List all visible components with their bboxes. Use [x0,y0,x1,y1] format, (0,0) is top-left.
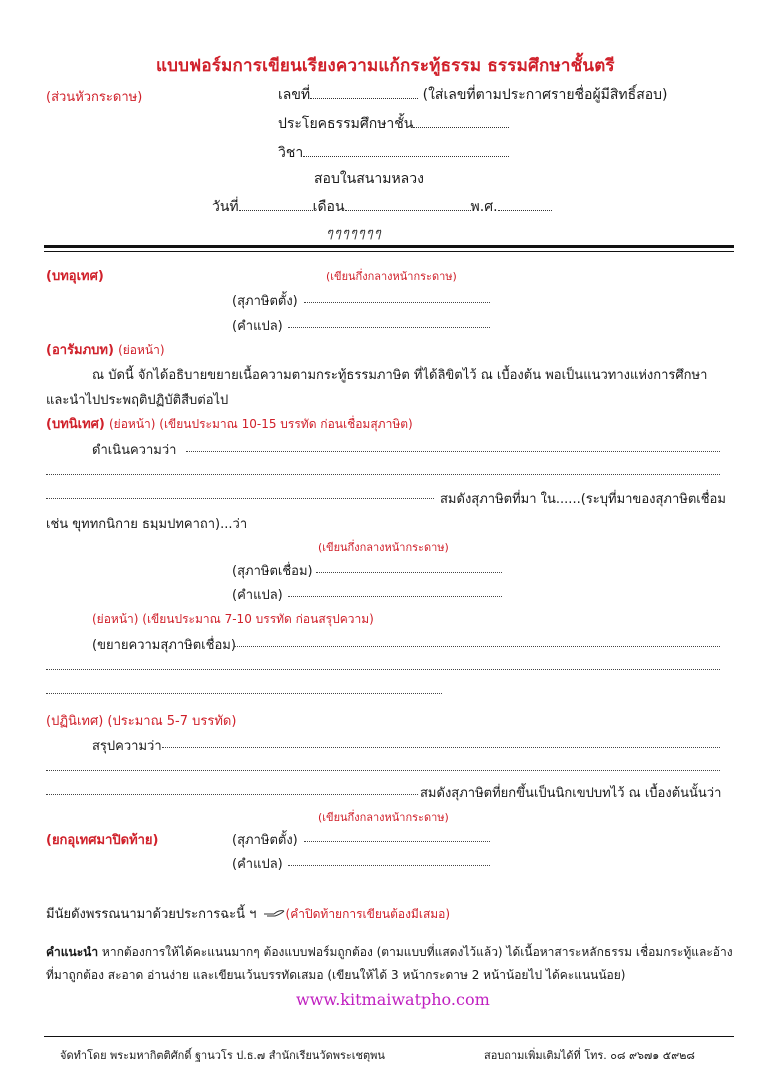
number-row [278,84,668,106]
as-proverb-text: สมดังสุภาษิตที่มา ใน......(ระบุที่มาของสุภาษิตเชื่อม [440,492,726,507]
closing-row [46,903,450,924]
body-note: (ย่อหน้า) (เขียนประมาณ 10-15 บรรทัด ก่อนเชื่อมสุภาษิต) [109,417,413,431]
closing-heading: (ยกอุเทศมาปิดท้าย) [46,833,159,848]
header-rule-thin [44,251,734,252]
footer-contact: สอบถามเพิ่มเติมได้ที่ โทร. ๐๘ ๙๖๗๑ ๕๙๒๘ [484,1049,695,1062]
footer-rule [44,1036,734,1037]
date-field[interactable] [239,198,313,211]
opening-text-2: และนำไปประพฤติปฏิบัติสืบต่อไป [46,393,229,408]
conclusion-tail: สมดังสุภาษิตที่ยกขึ้นเป็นนิกเขปบทไว้ ณ เบื้องต้นนั้นว่า [420,786,722,801]
proverb-line[interactable] [304,302,490,303]
center-note-2: (เขียนกึ่งกลางหน้ากระดาษ) [318,541,449,554]
venue-text: สอบในสนามหลวง [314,171,424,187]
source-example: เช่น ขุททกนิกาย ธมฺมปทคาถา)...ว่า [46,517,248,532]
proverb-line-2[interactable] [304,841,490,842]
translation-label: (คำแปล) [232,319,283,334]
expand-line-3[interactable] [46,693,442,694]
footer-author: จัดทำโดย พระมหากิตติศักดิ์ ฐานวโร ป.ธ.๗ สำนักเรียนวัดพระเชตุพน [60,1049,385,1062]
body-line-1[interactable] [186,451,720,452]
year-label: พ.ศ. [470,199,498,215]
closing-note: (คำปิดท้ายการเขียนต้องมีเสมอ) [285,907,451,921]
conclusion-heading: (ปฏินิเทศ) (ประมาณ 5-7 บรรทัด) [46,714,237,729]
number-hint: (ใส่เลขที่ตามประกาศรายชื่อผู้มีสิทธิ์สอบ) [422,87,668,103]
body-heading-row [46,413,413,434]
decorative-stars: ๆๆๆๆๆๆๆ [326,226,382,241]
level-row [278,113,509,135]
body-heading: (บทนิเทศ) [46,417,105,432]
conclusion-line-1[interactable] [162,747,720,748]
date-label: วันที่ [212,199,239,215]
month-label: เดือน [312,199,345,215]
subject-row [278,142,509,164]
number-label: เลขที่ [278,87,311,103]
proverb-label-2: (สุภาษิตตั้ง) [232,833,298,848]
expand-line-1[interactable] [234,646,720,647]
number-field[interactable] [310,86,418,99]
expand-note: (ย่อหน้า) (เขียนประมาณ 7-10 บรรทัด ก่อนสรุปความ) [92,612,374,626]
opening-heading: (อารัมภบท) [46,343,114,358]
center-note-3: (เขียนกึ่งกลางหน้ากระดาษ) [318,811,449,824]
advice-text-2: ที่มาถูกต้อง สะอาด อ่านง่าย และเขียนเว้นบรรทัดเสมอ (เขียนให้ได้ 3 หน้ากระดาษ 2 หน้าน้อยไป ได้คะแนนน้อย) [46,968,626,982]
advice-text-1: หากต้องการให้ได้คะแนนมากๆ ต้องแบบฟอร์มถูกต้อง (ตามแบบที่แสดงไว้แล้ว) ได้เนื้อหาสาระหลักธรรม เชื่อมกระทู้และอ้าง [101,945,733,959]
translation-label-2: (คำแปล) [232,588,283,603]
subject-field[interactable] [303,144,509,157]
translation-line[interactable] [288,327,490,328]
month-field[interactable] [345,198,471,211]
body-line-2[interactable] [46,474,720,475]
linking-proverb-line[interactable] [316,572,502,573]
center-note: (เขียนกึ่งกลางหน้ากระดาษ) [326,270,457,283]
opening-indent-note: (ย่อหน้า) [118,343,165,357]
advice-line-1 [46,943,733,962]
website-link[interactable]: www.kitmaiwatpho.com [296,990,490,1009]
header-rule-thick [44,245,734,248]
conclusion-line-2[interactable] [46,770,720,771]
level-field[interactable] [413,115,509,128]
proverb-label: (สุภาษิตตั้ง) [232,294,298,309]
translation-label-3: (คำแปล) [232,857,283,872]
linking-proverb-label: (สุภาษิตเชื่อม) [232,564,313,579]
advice-label: คำแนะนำ [46,945,99,959]
expand-line-2[interactable] [46,669,720,670]
translation-line-2[interactable] [288,596,502,597]
pointing-hand-icon [263,907,285,923]
body-line-3[interactable] [46,498,434,499]
proceed-label: ดำเนินความว่า [92,443,177,458]
conclusion-line-3[interactable] [46,794,418,795]
date-row [212,196,552,218]
expand-label: (ขยายความสุภาษิตเชื่อม) [92,638,236,653]
subject-label: วิชา [278,145,304,161]
paper-header-note: (ส่วนหัวกระดาษ) [46,90,143,105]
year-field[interactable] [498,198,552,211]
opening-heading-row [46,339,165,360]
translation-line-3[interactable] [288,865,490,866]
level-label: ประโยคธรรมศึกษาชั้น [278,116,414,132]
conclude-label: สรุปความว่า [92,739,162,754]
opening-text-1: ณ บัดนี้ จักได้อธิบายขยายเนื้อความตามกระทู้ธรรมภาษิต ที่ได้ลิขิตไว้ ณ เบื้องต้น พอเป็นแนวทางแห่งการศึกษา [92,368,708,383]
form-title: แบบฟอร์มการเขียนเรียงความแก้กระทู้ธรรม ธรรมศึกษาชั้นตรี [156,56,615,76]
closing-phrase: มีนัยดังพรรณนามาด้วยประการฉะนี้ ฯ [46,907,257,922]
intro-heading: (บทอุเทศ) [46,269,104,284]
